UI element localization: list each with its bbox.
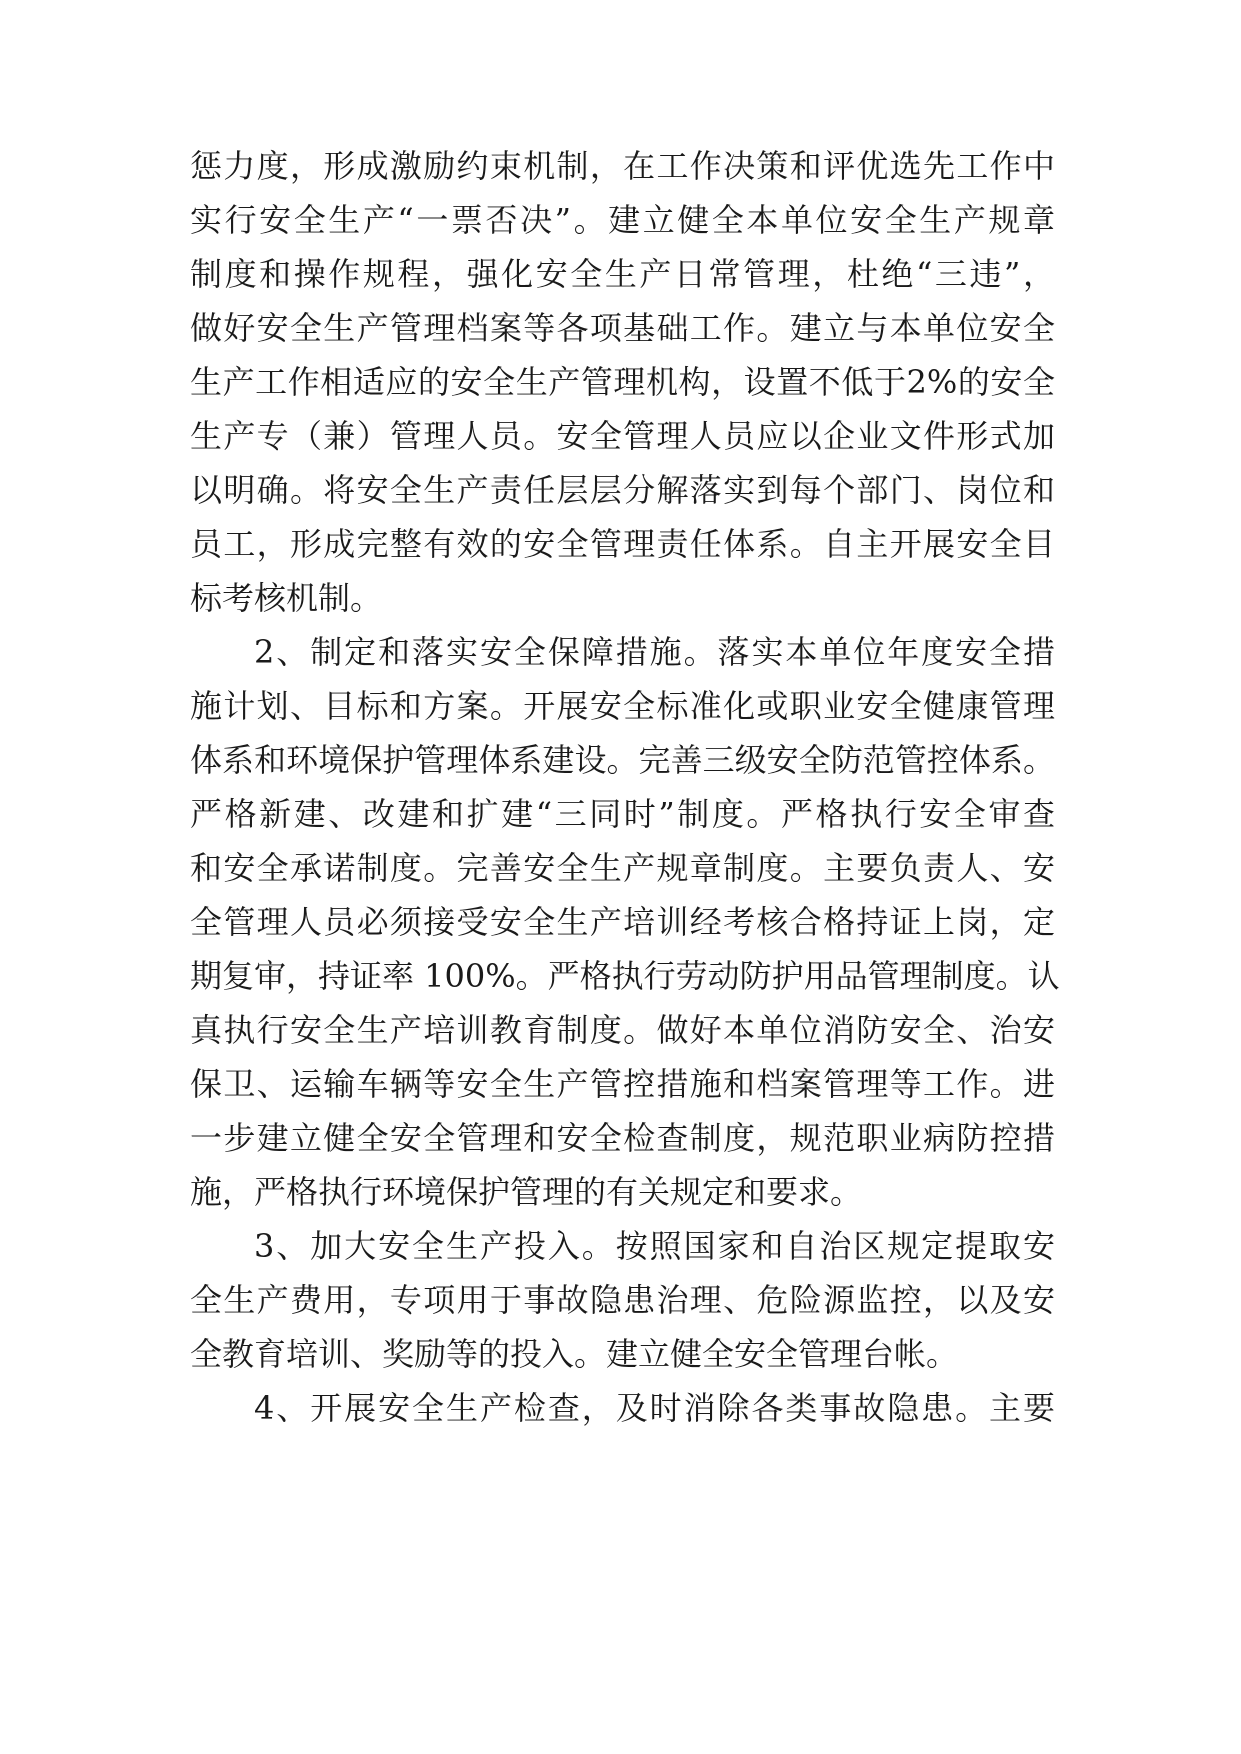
text-line: 全教育培训、奖励等的投入。建立健全安全管理台帐。 xyxy=(190,1335,959,1373)
text-line: 严格新建、改建和扩建“三同时”制度。严格执行安全审查 xyxy=(190,795,1055,833)
text-line: 实行安全生产“一票否决”。建立健全本单位安全生产规章 xyxy=(190,201,1055,239)
text-line: 施计划、目标和方案。开展安全标准化或职业安全健康管理 xyxy=(190,687,1055,725)
text-line: 体系和环境保护管理体系建设。完善三级安全防范管控体系。 xyxy=(190,741,1055,779)
text-line: 全生产费用，专项用于事故隐患治理、危险源监控，以及安 xyxy=(190,1281,1055,1319)
text-line: 真执行安全生产培训教育制度。做好本单位消防安全、治安 xyxy=(190,1011,1055,1049)
paragraph-first-line: 3、加大安全生产投入。按照国家和自治区规定提取安 xyxy=(254,1227,1055,1265)
text-line: 制度和操作规程，强化安全生产日常管理，杜绝“三违”， xyxy=(190,255,1055,293)
paragraph-first-line: 4、开展安全生产检查，及时消除各类事故隐患。主要 xyxy=(254,1389,1055,1427)
text-line: 标考核机制。 xyxy=(190,579,383,617)
paragraph-first-line: 2、制定和落实安全保障措施。落实本单位年度安全措 xyxy=(254,633,1055,671)
text-line: 一步建立健全安全管理和安全检查制度，规范职业病防控措 xyxy=(190,1119,1055,1157)
text-line: 全管理人员必须接受安全生产培训经考核合格持证上岗，定 xyxy=(190,903,1055,941)
text-line: 惩力度，形成激励约束机制，在工作决策和评优选先工作中 xyxy=(190,147,1055,185)
text-line: 和安全承诺制度。完善安全生产规章制度。主要负责人、安 xyxy=(190,849,1055,887)
text-line: 做好安全生产管理档案等各项基础工作。建立与本单位安全 xyxy=(190,309,1055,347)
text-line: 期复审，持证率 100%。严格执行劳动防护用品管理制度。认 xyxy=(190,957,1060,995)
text-line: 员工，形成完整有效的安全管理责任体系。自主开展安全目 xyxy=(190,525,1055,563)
text-line: 保卫、运输车辆等安全生产管控措施和档案管理等工作。进 xyxy=(190,1065,1055,1103)
text-line: 生产专（兼）管理人员。安全管理人员应以企业文件形式加 xyxy=(190,417,1055,455)
text-line: 生产工作相适应的安全生产管理机构，设置不低于2%的安全 xyxy=(190,363,1055,401)
text-line: 以明确。将安全生产责任层层分解落实到每个部门、岗位和 xyxy=(190,471,1055,509)
text-line: 施，严格执行环境保护管理的有关规定和要求。 xyxy=(190,1173,863,1211)
